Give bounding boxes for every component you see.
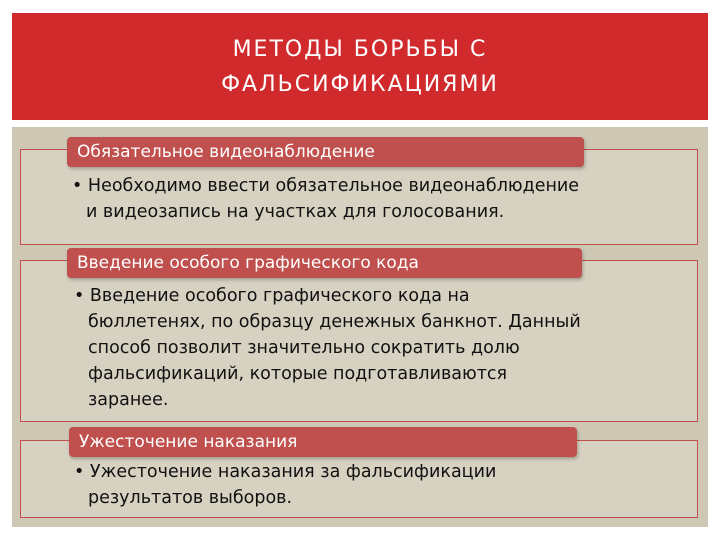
section-title-punishment: Ужесточение наказания (69, 427, 577, 457)
section-body-punishment (74, 459, 674, 511)
bullet-icon: • (74, 462, 85, 482)
section-title-video-surveillance: Обязательное видеонаблюдение (67, 137, 584, 167)
content-area (12, 127, 708, 527)
slide-title-line-1: МЕТОДЫ БОРЬБЫ С (232, 36, 488, 62)
section-title-graphic-code: Введение особого графического кода (67, 248, 582, 278)
bullet-line: • Ужесточение наказания за фальсификации (74, 462, 497, 482)
bullet-line-cont: и видеозапись на участках для голосования. (86, 202, 505, 222)
bullet-line-cont: фальсификаций, которые подготавливаются (88, 364, 508, 384)
section-body-graphic-code (74, 283, 674, 413)
bullet-line-cont: результатов выборов. (88, 488, 293, 508)
bullet-line-cont: способ позволит значительно сократить долю (88, 338, 520, 358)
bullet-icon: • (72, 176, 83, 196)
slide-header (12, 13, 708, 120)
bullet-line: • Необходимо ввести обязательное видеонаблюдение (72, 176, 580, 196)
section-body-video-surveillance (72, 173, 672, 225)
bullet-icon: • (74, 286, 85, 306)
bullet-line-cont: бюллетенях, по образцу денежных банкнот. Данный (88, 312, 581, 332)
bullet-line: • Введение особого графического кода на (74, 286, 470, 306)
slide-title-line-2: ФАЛЬСИФИКАЦИЯМИ (221, 71, 499, 97)
bullet-line-cont: заранее. (88, 390, 169, 410)
